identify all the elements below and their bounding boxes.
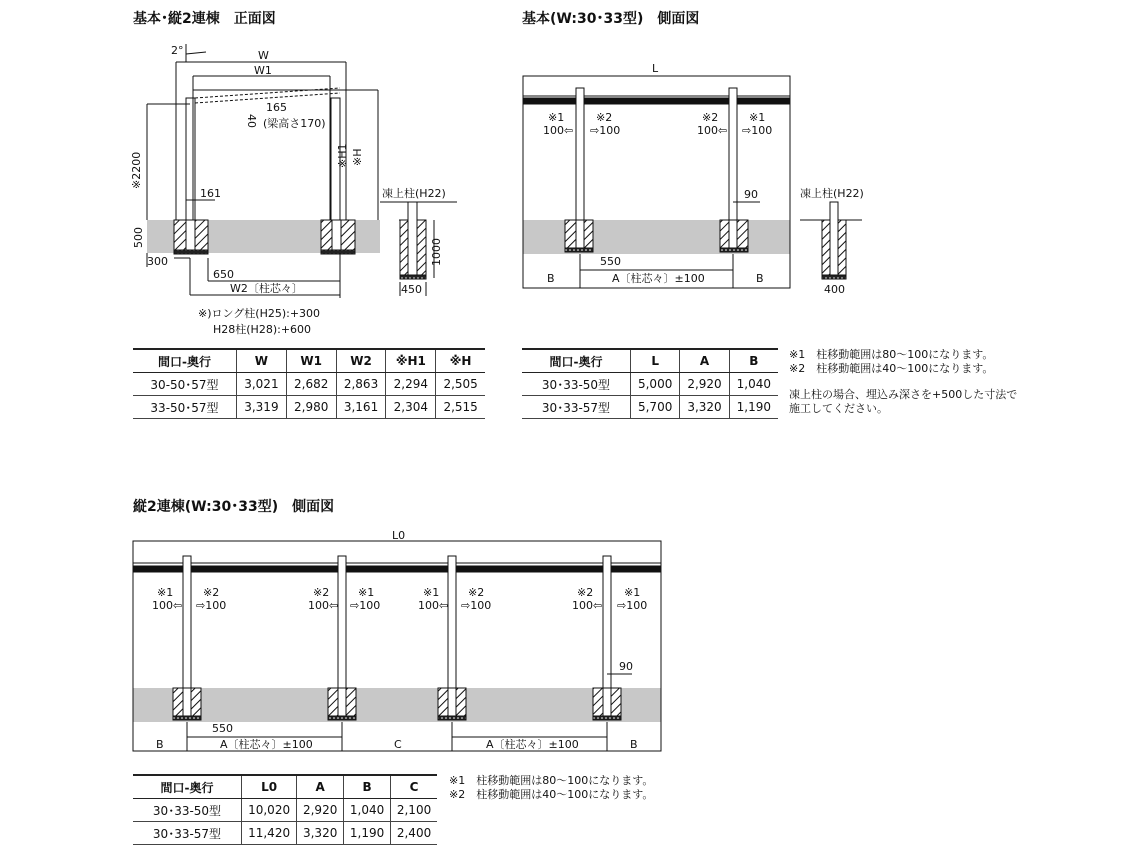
table-cell: 2,400: [391, 822, 437, 845]
table-cell: 3,320: [297, 822, 344, 845]
table-header: 間口-奥行: [133, 349, 237, 373]
move-range: 100⇦: [572, 599, 603, 612]
front-view-labels: [130, 44, 446, 336]
table-cell: 10,020: [242, 799, 297, 822]
note-line: ※2 柱移動範囲は40〜100になります。: [789, 362, 994, 375]
side-view-double: [133, 541, 661, 751]
dim-l0: L0: [392, 529, 406, 542]
side-view-basic-title: 基本(W:30･33型) 側面図: [522, 11, 700, 27]
table-row: [133, 373, 485, 396]
table-row: [133, 396, 485, 419]
table-cell: 2,980: [286, 396, 336, 419]
side-view-basic-labels: [543, 62, 864, 296]
move-range: 100⇦: [308, 599, 339, 612]
move-range: 100⇦: [152, 599, 183, 612]
mark: ※2: [468, 586, 485, 599]
note-line: ※1 柱移動範囲は80〜100になります。: [789, 348, 994, 361]
angle-label: 2°: [171, 44, 184, 57]
mark: ※1: [157, 586, 174, 599]
dim-650: 650: [213, 268, 234, 281]
notes-basic: [789, 348, 1017, 416]
dim-161: 161: [200, 187, 221, 200]
frost-post-label-side: 凍上柱(H22): [800, 187, 864, 200]
mark-2a: ※2: [596, 111, 613, 124]
front-view: [147, 44, 457, 298]
move-range: 100⇦: [418, 599, 449, 612]
mark: ※1: [358, 586, 375, 599]
dim-b-left-double: B: [156, 738, 164, 751]
table-cell: 2,863: [336, 373, 386, 396]
move-range: ⇨100: [350, 599, 381, 612]
move-1b: ⇨100: [742, 124, 773, 137]
table-row: [522, 396, 778, 419]
table-header-row: [133, 775, 437, 799]
dim-b-right: B: [756, 272, 764, 285]
move-2a: ⇨100: [590, 124, 621, 137]
table-cell: 3,161: [336, 396, 386, 419]
table-cell: 2,505: [436, 373, 485, 396]
h28-post-note: H28柱(H28):+600: [213, 323, 312, 336]
table-header: 間口-奥行: [133, 775, 242, 799]
table-cell: 30･33-50型: [133, 799, 242, 822]
table-cell: 2,304: [386, 396, 436, 419]
move-range: ⇨100: [461, 599, 492, 612]
mark: ※1: [423, 586, 440, 599]
move-range: ⇨100: [617, 599, 648, 612]
notes-double: [449, 774, 653, 802]
move-1a: 100⇦: [543, 124, 574, 137]
table-row: [522, 373, 778, 396]
dim-1000: 1000: [430, 238, 443, 266]
move-range: ⇨100: [196, 599, 227, 612]
table-cell: 2,100: [391, 799, 437, 822]
table-cell: 30･33-57型: [522, 396, 631, 419]
side-view-basic: [523, 76, 862, 288]
table-cell: 30･33-57型: [133, 822, 242, 845]
table-cell: 30-50･57型: [133, 373, 237, 396]
table-cell: 1,190: [344, 822, 391, 845]
table-header: 間口-奥行: [522, 349, 631, 373]
mark: ※1: [624, 586, 641, 599]
table-cell: 11,420: [242, 822, 297, 845]
dim-550: 550: [600, 255, 621, 268]
note-line: 施工してください。: [789, 402, 888, 415]
dim-165: 165: [266, 101, 287, 114]
dim-l: L: [652, 62, 659, 75]
table-header: A: [680, 349, 729, 373]
table-header-row: [133, 349, 485, 373]
dim-h1: ※H1: [336, 143, 349, 168]
table-cell: 1,040: [729, 373, 778, 396]
mark: ※2: [577, 586, 594, 599]
note-line: ※2 柱移動範囲は40〜100になります。: [449, 788, 654, 801]
dim-2200: ※2200: [130, 151, 143, 189]
mark: ※2: [203, 586, 220, 599]
table-header: B: [729, 349, 778, 373]
table-cell: 2,294: [386, 373, 436, 396]
frost-post-label: 凍上柱(H22): [382, 187, 446, 200]
table-header: C: [391, 775, 437, 799]
dim-w2: W2〔柱芯々〕: [230, 282, 303, 295]
table-cell: 33-50･57型: [133, 396, 237, 419]
table-cell: 3,320: [680, 396, 729, 419]
dim-90-double: 90: [619, 660, 633, 673]
table-header: L0: [242, 775, 297, 799]
dim-300: 300: [147, 255, 168, 268]
long-post-note: ※)ロング柱(H25):+300: [198, 307, 321, 320]
table-cell: 30･33-50型: [522, 373, 631, 396]
beam-height-label: (梁高さ170): [263, 117, 326, 130]
table-row: [133, 822, 437, 845]
dim-90: 90: [744, 188, 758, 201]
dim-450: 450: [401, 283, 422, 296]
mark: ※2: [313, 586, 330, 599]
dim-a: A〔柱芯々〕±100: [612, 272, 705, 285]
dim-40: 40: [245, 114, 258, 128]
table-header: W2: [336, 349, 386, 373]
front-dimension-table: [133, 348, 485, 419]
table-row: [133, 799, 437, 822]
dim-550-double: 550: [212, 722, 233, 735]
dim-500: 500: [132, 227, 145, 248]
dim-h: ※H: [351, 148, 364, 166]
mark-2b: ※2: [702, 111, 719, 124]
table-cell: 5,000: [631, 373, 680, 396]
mark-1a: ※1: [548, 111, 565, 124]
note-line: 凍上柱の場合、埋込み深さを+500した寸法で: [789, 388, 1018, 401]
table-header: W: [237, 349, 287, 373]
table-header-row: [522, 349, 778, 373]
side-double-dimension-table: [133, 774, 437, 845]
note-line: ※1 柱移動範囲は80〜100になります。: [449, 774, 654, 787]
front-view-title: 基本･縦2連棟 正面図: [133, 11, 276, 27]
table-cell: 2,920: [297, 799, 344, 822]
table-header: A: [297, 775, 344, 799]
table-cell: 2,682: [286, 373, 336, 396]
dim-w: W: [258, 49, 269, 62]
table-cell: 1,040: [344, 799, 391, 822]
table-cell: 1,190: [729, 396, 778, 419]
dim-400: 400: [824, 283, 845, 296]
table-header: W1: [286, 349, 336, 373]
dim-c-double: C: [394, 738, 402, 751]
table-header: B: [344, 775, 391, 799]
dim-w1: W1: [254, 64, 272, 77]
side-basic-dimension-table: [522, 348, 778, 419]
dim-a1-double: A〔柱芯々〕±100: [220, 738, 313, 751]
dim-b-left: B: [547, 272, 555, 285]
table-header: ※H1: [386, 349, 436, 373]
table-header: L: [631, 349, 680, 373]
table-cell: 2,515: [436, 396, 485, 419]
dim-b-right-double: B: [630, 738, 638, 751]
table-cell: 5,700: [631, 396, 680, 419]
table-header: ※H: [436, 349, 485, 373]
dim-a2-double: A〔柱芯々〕±100: [486, 738, 579, 751]
mark-1b: ※1: [749, 111, 766, 124]
move-2b: 100⇦: [697, 124, 728, 137]
table-cell: 3,021: [237, 373, 287, 396]
table-cell: 2,920: [680, 373, 729, 396]
side-view-double-title: 縦2連棟(W:30･33型) 側面図: [133, 499, 335, 515]
table-cell: 3,319: [237, 396, 287, 419]
